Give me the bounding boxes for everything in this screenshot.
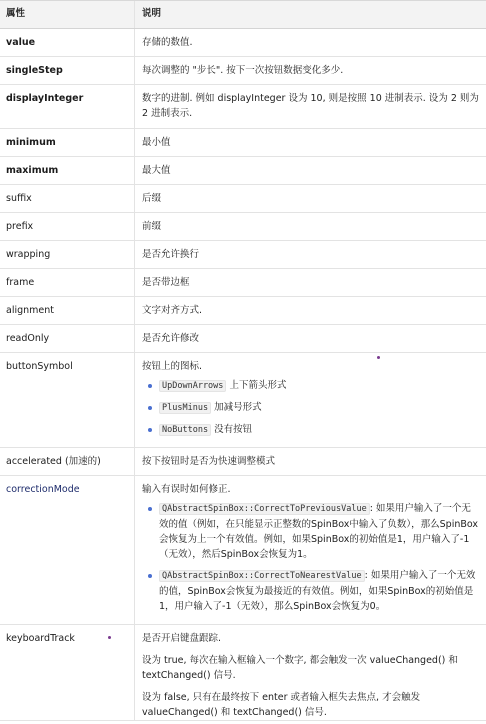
table-row (0, 325, 486, 353)
property-description: 前缀 (142, 221, 162, 232)
enum-description: 加减号形式 (214, 402, 262, 413)
enum-description: : 如果用户输入了一个无效的值，SpinBox会恢复为最接近的有效值。例如，如果SpinBox的初始值是1，用户输入了-1（无效），那么SpinBox会恢复为0。 (159, 570, 476, 612)
property-description: 是否允许修改 (142, 333, 200, 344)
property-description: 每次调整的 "步长". 按下一次按钮数据变化多少. (142, 65, 344, 76)
enum-code: UpDownArrows (159, 380, 226, 392)
list-item (142, 378, 480, 394)
property-name: accelerated (加速的) (0, 448, 135, 475)
property-name: displayInteger (0, 85, 135, 128)
list-item (142, 501, 480, 562)
table-row (0, 353, 486, 448)
table-row (0, 241, 486, 269)
property-description: 按下按钮时是否为快速调整模式 (142, 456, 276, 467)
property-description: 最大值 (142, 165, 171, 176)
table-row (0, 57, 486, 85)
property-description (135, 353, 486, 447)
property-description: 是否带边框 (142, 277, 190, 288)
header-property: 属性 (0, 1, 135, 28)
bullet-icon (148, 574, 152, 578)
table-row (0, 129, 486, 157)
table-row (0, 85, 486, 129)
bullet-icon (148, 507, 152, 511)
property-description: 是否允许换行 (142, 249, 200, 260)
description-text: 输入有误时如何修正. (142, 484, 231, 495)
property-name: buttonSymbol (0, 353, 135, 447)
property-description: 数字的进制. 例如 displayInteger 设为 10, 则是按照 10 进制表示. 设为 2 则为 2 进制表示. (142, 93, 479, 119)
property-name: suffix (0, 185, 135, 212)
description-paragraph: 设为 true, 每次在输入框输入一个数字, 都会触发一次 valueChanged() 和 textChanged() 信号. (142, 655, 458, 681)
property-description: 存储的数值. (142, 37, 193, 48)
property-name: keyboardTrack (0, 625, 135, 720)
enum-code: PlusMinus (159, 402, 211, 414)
list-item (142, 568, 480, 614)
description-text: 按钮上的图标. (142, 361, 203, 372)
table-row (0, 448, 486, 476)
table-row (0, 269, 486, 297)
option-list (142, 501, 480, 614)
header-description: 说明 (142, 8, 162, 19)
cursor-mark (108, 636, 111, 639)
property-description (135, 476, 486, 624)
table-header (0, 1, 486, 29)
list-item (142, 422, 480, 438)
description-paragraph: 是否开启键盘跟踪. (142, 633, 222, 644)
list-item (142, 400, 480, 416)
option-list (142, 378, 480, 438)
property-name: prefix (0, 213, 135, 240)
property-description: 后缀 (142, 193, 162, 204)
bullet-icon (148, 384, 152, 388)
property-name: minimum (0, 129, 135, 156)
cursor-mark (377, 356, 380, 359)
property-name: readOnly (0, 325, 135, 352)
property-name: maximum (0, 157, 135, 184)
bullet-icon (148, 428, 152, 432)
enum-code: QAbstractSpinBox::CorrectToNearestValue (159, 570, 365, 582)
property-description: 最小值 (142, 137, 171, 148)
table-row (0, 625, 486, 721)
table-row (0, 297, 486, 325)
table-row (0, 213, 486, 241)
table-row (0, 185, 486, 213)
table-row (0, 476, 486, 625)
enum-description: 上下箭头形式 (229, 380, 287, 391)
enum-description: 没有按钮 (214, 424, 253, 435)
property-name: value (0, 29, 135, 56)
property-name: singleStep (0, 57, 135, 84)
property-name: frame (0, 269, 135, 296)
enum-code: QAbstractSpinBox::CorrectToPreviousValue (159, 503, 370, 515)
property-description: 文字对齐方式. (142, 305, 203, 316)
property-name: wrapping (0, 241, 135, 268)
table-row (0, 29, 486, 57)
bullet-icon (148, 406, 152, 410)
enum-description: : 如果用户输入了一个无效的值（例如，在只能显示正整数的SpinBox中输入了负数），那么SpinBox会恢复为上一个有效值。例如，如果SpinBox的初始值是1，用户输入了-1（无效），然后SpinBox会恢复为1。 (159, 503, 479, 560)
property-name: correctionMode (0, 476, 135, 624)
enum-code: NoButtons (159, 424, 211, 436)
property-description (135, 625, 486, 720)
description-paragraph: 设为 false, 只有在最终按下 enter 或者输入框失去焦点, 才会触发 valueChanged() 和 textChanged() 信号. (142, 692, 421, 718)
property-name: alignment (0, 297, 135, 324)
table-row (0, 157, 486, 185)
